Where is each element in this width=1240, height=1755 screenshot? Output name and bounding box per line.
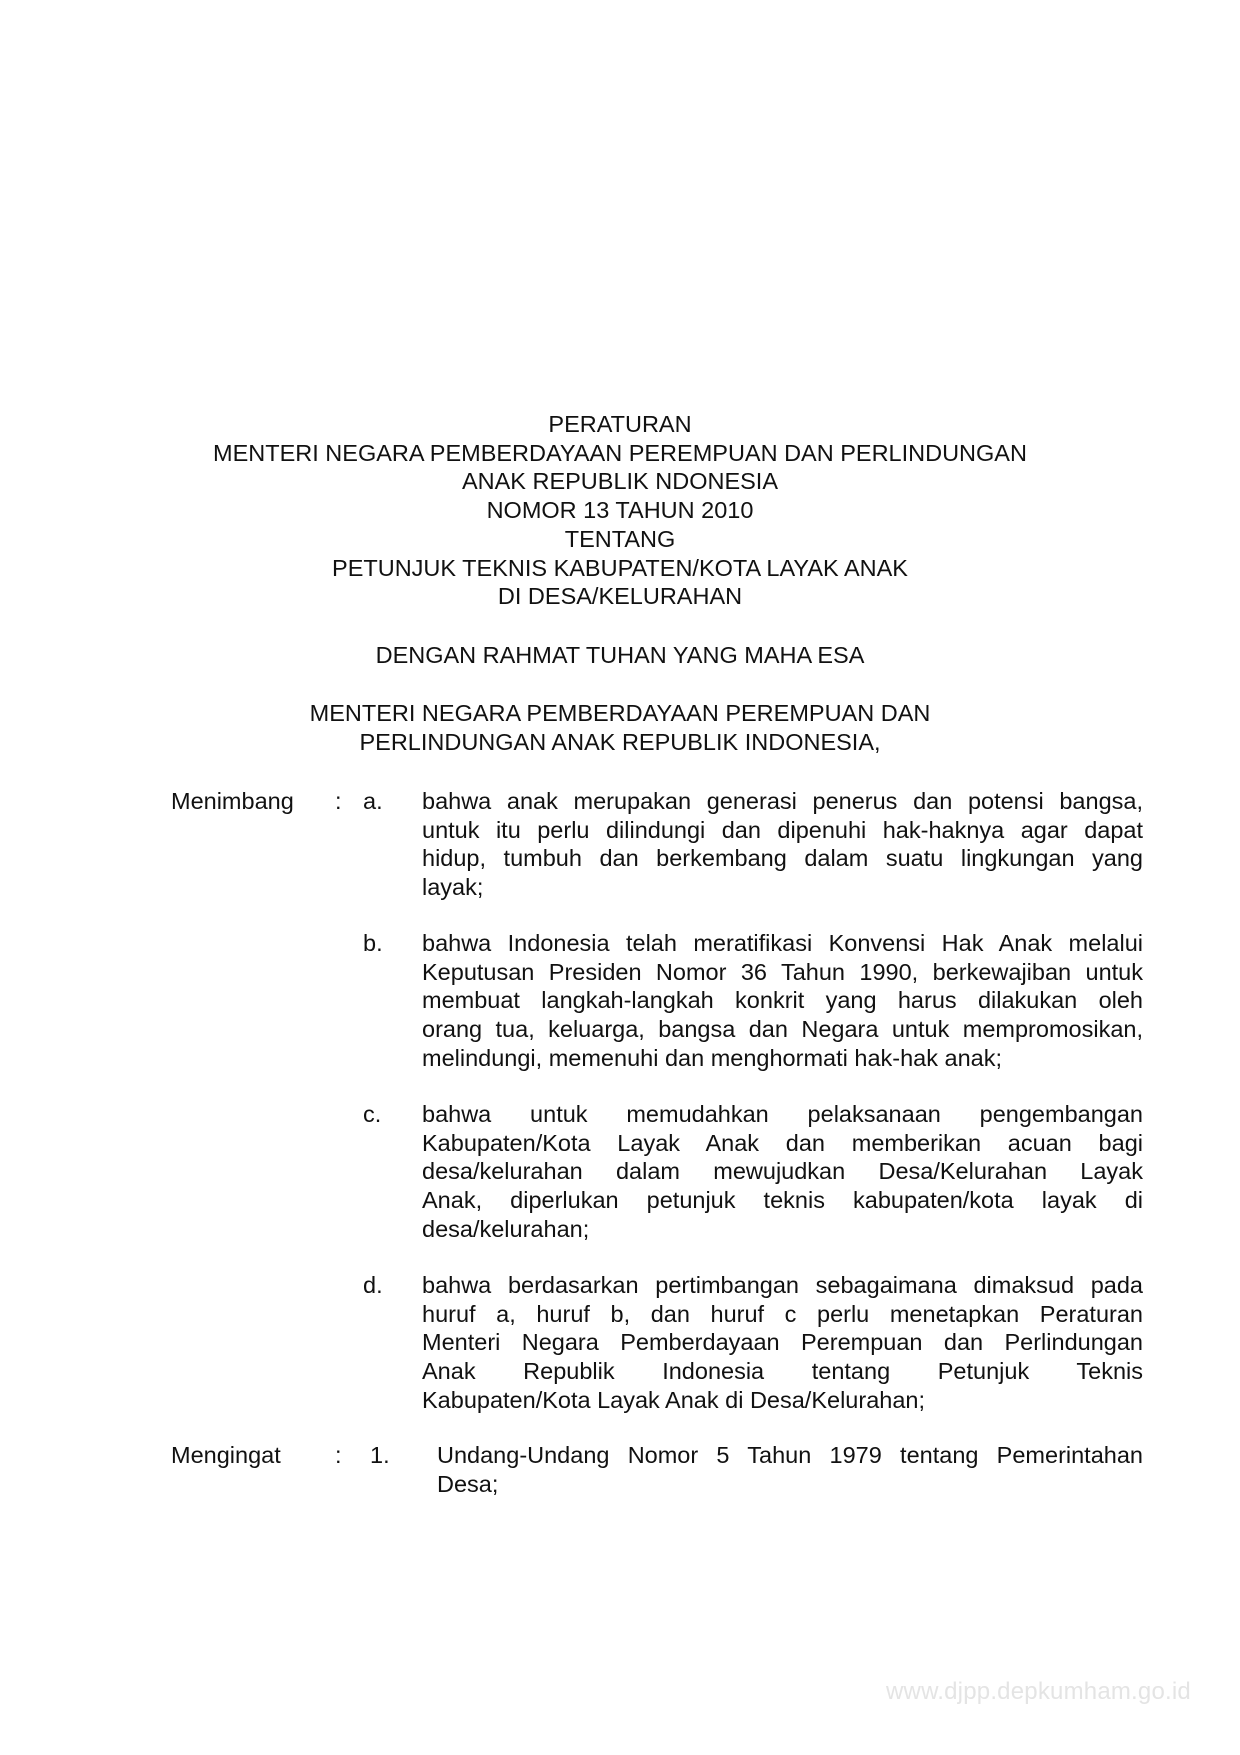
text-line: Anak Republik Indonesia tentang Petunjuk Teknis: [422, 1358, 1143, 1385]
text-line: layak;: [422, 874, 484, 901]
title-line: DI DESA/KELURAHAN: [497, 583, 743, 610]
text-line: Anak, diperlukan petunjuk teknis kabupaten/kota layak di: [422, 1187, 1143, 1214]
item-marker: c.: [363, 1101, 382, 1127]
mengingat-item-1: [437, 1441, 1143, 1498]
text-line: Menteri Negara Pemberdayaan Perempuan dan Perlindungan: [422, 1329, 1143, 1356]
menimbang-colon: :: [335, 788, 342, 814]
menimbang-item-c: [422, 1100, 1143, 1244]
item-marker: d.: [363, 1272, 383, 1298]
item-marker: a.: [363, 788, 383, 814]
minister-line: MENTERI NEGARA PEMBERDAYAAN PEREMPUAN DAN: [309, 700, 931, 726]
text-line: untuk itu perlu dilindungi dan dipenuhi hak-haknya agar dapat: [422, 816, 1143, 843]
text-line: huruf a, huruf b, dan huruf c perlu menetapkan Peraturan: [422, 1300, 1143, 1327]
text-line: melindungi, memenuhi dan menghormati hak-hak anak;: [422, 1044, 1002, 1071]
text-line: desa/kelurahan;: [422, 1215, 590, 1242]
text-line: hidup, tumbuh dan berkembang dalam suatu lingkungan yang: [422, 845, 1143, 872]
watermark: www.djpp.depkumham.go.id: [886, 1678, 1191, 1705]
text-line: bahwa anak merupakan generasi penerus dan potensi bangsa,: [422, 788, 1143, 814]
text-line: Kabupaten/Kota Layak Anak di Desa/Kelurahan;: [422, 1386, 926, 1413]
menimbang-item-b: [422, 929, 1143, 1073]
title-line: TENTANG: [564, 525, 676, 552]
title-line: MENTERI NEGARA PEMBERDAYAAN PEREMPUAN DAN PERLINDUNGAN: [213, 439, 1027, 466]
text-line: orang tua, keluarga, bangsa dan Negara untuk mempromosikan,: [422, 1016, 1143, 1043]
title-line: PETUNJUK TEKNIS KABUPATEN/KOTA LAYAK ANAK: [332, 554, 908, 581]
text-line: bahwa Indonesia telah meratifikasi Konvensi Hak Anak melalui: [422, 930, 1143, 956]
item-marker: b.: [363, 930, 383, 956]
menimbang-label: Menimbang: [171, 788, 294, 814]
text-line: Desa;: [437, 1470, 499, 1497]
regulation-title: [0, 410, 1240, 611]
text-line: Undang-Undang Nomor 5 Tahun 1979 tentang Pemerintahan: [437, 1442, 1143, 1468]
mengingat-label: Mengingat: [171, 1442, 281, 1468]
minister-line: PERLINDUNGAN ANAK REPUBLIK INDONESIA,: [359, 728, 881, 755]
text-line: Kabupaten/Kota Layak Anak dan memberikan acuan bagi: [422, 1129, 1143, 1156]
title-line: ANAK REPUBLIK NDONESIA: [461, 468, 779, 495]
title-line: NOMOR 13 TAHUN 2010: [486, 497, 754, 524]
minister-heading: [0, 699, 1240, 756]
text-line: membuat langkah-langkah konkrit yang harus dilakukan oleh: [422, 987, 1143, 1014]
mengingat-colon: :: [335, 1442, 342, 1468]
text-line: Keputusan Presiden Nomor 36 Tahun 1990, berkewajiban untuk: [422, 958, 1143, 985]
item-marker: 1.: [370, 1442, 390, 1468]
text-line: bahwa berdasarkan pertimbangan sebagaimana dimaksud pada: [422, 1272, 1143, 1298]
menimbang-item-d: [422, 1271, 1143, 1415]
menimbang-item-a: [422, 787, 1143, 902]
text-line: desa/kelurahan dalam mewujudkan Desa/Kelurahan Layak: [422, 1158, 1143, 1185]
title-line: PERATURAN: [548, 411, 692, 437]
text-line: bahwa untuk memudahkan pelaksanaan pengembangan: [422, 1101, 1143, 1127]
blessing-line: DENGAN RAHMAT TUHAN YANG MAHA ESA: [375, 642, 865, 668]
